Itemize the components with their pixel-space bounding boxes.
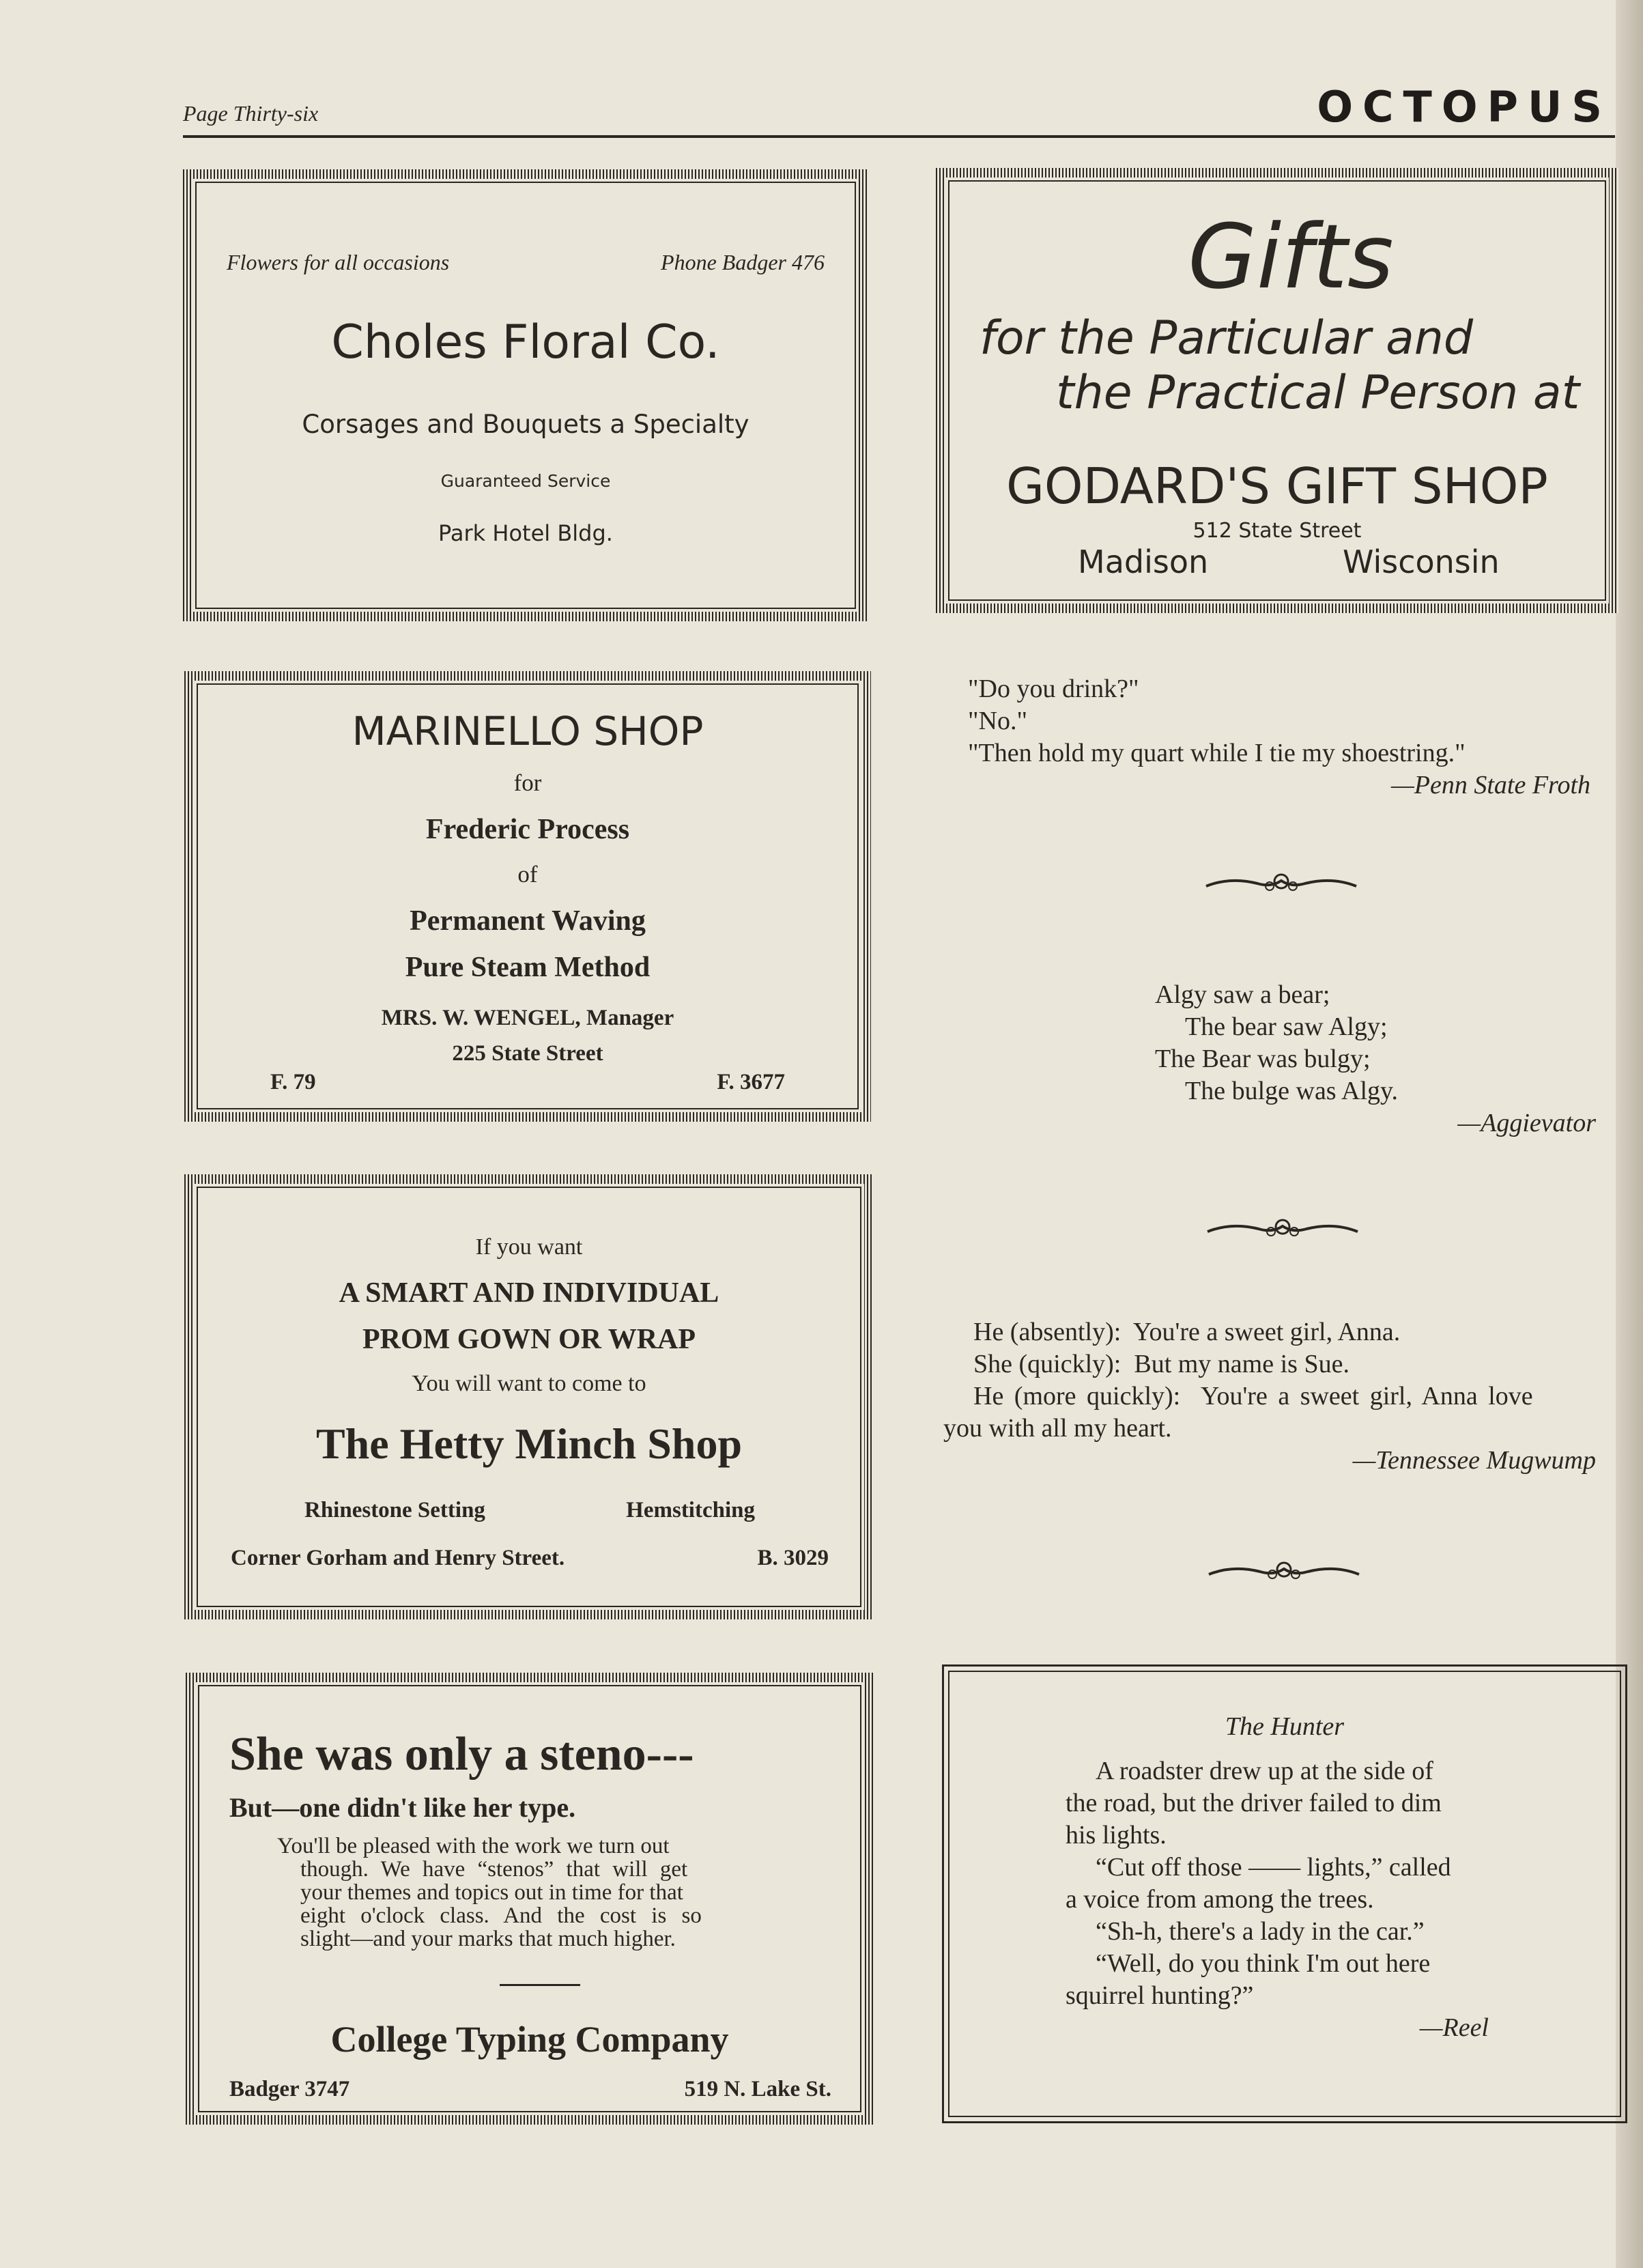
story-line: squirrel hunting?” [1066,1981,1254,2010]
joke-line: He (absently): You're a sweet girl, Anna. [973,1318,1401,1346]
ad-headline: She was only a steno--- [229,1728,694,1781]
ad-address: Corner Gorham and Henry Street. [231,1546,565,1570]
ad-business-name: GODARD'S GIFT SHOP [1006,457,1548,515]
ad-business-name: College Typing Company [330,2019,729,2060]
joke-source: —Penn State Froth [1391,771,1590,799]
ad-city: Madison [1078,543,1209,580]
page-label: Page Thirty-six [183,101,319,126]
joke-line: Algy saw a bear; [1155,980,1330,1009]
ad-line-1: for the Particular and [980,311,1474,365]
ad-address: 225 State Street [452,1041,603,1066]
ad-state: Wisconsin [1343,543,1500,580]
joke-line: "No." [968,707,1027,735]
story-line: “Well, do you think I'm out here [1096,1949,1431,1978]
story-line: “Sh-h, there's a lady in the car.” [1096,1917,1425,1946]
ad-specialty: Corsages and Bouquets a Specialty [302,410,749,439]
joke-aggievator [1155,979,1599,1139]
ad-body-line: You'll be pleased with the work we turn out [277,1834,670,1858]
joke-penn-state-froth [968,673,1596,802]
ad-business-name: Choles Floral Co. [331,315,720,369]
ad-line-1: A SMART AND INDIVIDUAL [339,1277,719,1309]
ad-body-line: though. We have “stenos” that will get [300,1857,688,1882]
ad-for: for [513,769,542,796]
ad-tagline-right: Phone Badger 476 [661,250,825,274]
ad-line-2: the Practical Person at [1056,366,1580,420]
ad-line-2: Pure Steam Method [405,952,651,983]
story-line: a voice from among the trees. [1066,1885,1374,1914]
joke-line: He (more quickly): You're a sweet girl, Anna love [973,1382,1533,1411]
story-line: A roadster drew up at the side of [1096,1757,1433,1785]
joke-line: "Do you drink?" [968,675,1139,703]
ad-service-left: Rhinestone Setting [304,1498,485,1522]
ad-manager: MRS. W. WENGEL, Manager [381,1006,674,1030]
scroll-ornament [1203,871,1360,898]
ad-service: Guaranteed Service [440,471,611,491]
ad-phone: B. 3029 [757,1546,829,1570]
ad-process: Frederic Process [425,814,630,845]
story-box-the-hunter [942,1664,1627,2123]
ad-line-2: PROM GOWN OR WRAP [362,1324,696,1355]
ad-business-name: MARINELLO SHOP [352,708,704,754]
ad-phone-left: F. 79 [270,1070,316,1094]
ad-service-right: Hemstitching [626,1498,755,1522]
scroll-ornament [1205,1559,1362,1587]
ad-address: 519 N. Lake St. [684,2077,831,2101]
story-line: the road, but the driver failed to dim [1066,1789,1442,1817]
joke-tennessee-mugwump [943,1316,1626,1477]
ad-headline: Gifts [1188,205,1394,309]
ad-divider [500,1984,580,1986]
ad-choles-floral [183,169,868,621]
ad-godard-gift-shop [936,168,1618,613]
ad-phone-right: F. 3677 [717,1070,785,1094]
story-line: “Cut off those —— lights,” called [1096,1853,1451,1882]
ad-of: of [517,861,538,888]
ad-marinello-shop [184,671,871,1122]
ad-body-line: slight—and your marks that much higher. [300,1927,676,1951]
ad-line-1: Permanent Waving [410,905,646,937]
ad-intro: If you want [475,1234,583,1260]
joke-source: —Tennessee Mugwump [1352,1446,1596,1475]
ad-hetty-minch-shop [184,1174,874,1619]
joke-line: The bulge was Algy. [1185,1077,1399,1105]
joke-line: The bear saw Algy; [1185,1012,1388,1041]
joke-source: —Aggievator [1457,1109,1596,1137]
joke-line: The Bear was bulgy; [1155,1045,1371,1073]
story-source: —Reel [1419,2013,1489,2042]
ad-body-line: your themes and topics out in time for that [300,1880,683,1905]
ad-address: Park Hotel Bldg. [438,520,613,546]
ad-phone: Badger 3747 [229,2077,350,2101]
ad-body-line: eight o'clock class. And the cost is so [300,1903,702,1928]
story-body [1066,1755,1502,2044]
joke-line: "Then hold my quart while I tie my shoestring." [968,739,1466,767]
ad-tagline-left: Flowers for all occasions [227,250,450,274]
scroll-ornament [1204,1217,1361,1244]
ad-street: 512 State Street [1192,519,1362,543]
masthead: OCTOPUS [1317,82,1612,132]
ad-subhead: But—one didn't like her type. [229,1792,576,1823]
joke-line: you with all my heart. [943,1414,1172,1443]
ad-business-name: The Hetty Minch Shop [315,1419,743,1468]
story-title: The Hunter [1225,1712,1345,1741]
story-line: his lights. [1066,1821,1167,1849]
joke-line: She (quickly): But my name is Sue. [973,1350,1349,1378]
ad-college-typing [186,1673,874,2125]
ad-line-3: You will want to come to [412,1371,646,1396]
header-rule [183,135,1615,138]
